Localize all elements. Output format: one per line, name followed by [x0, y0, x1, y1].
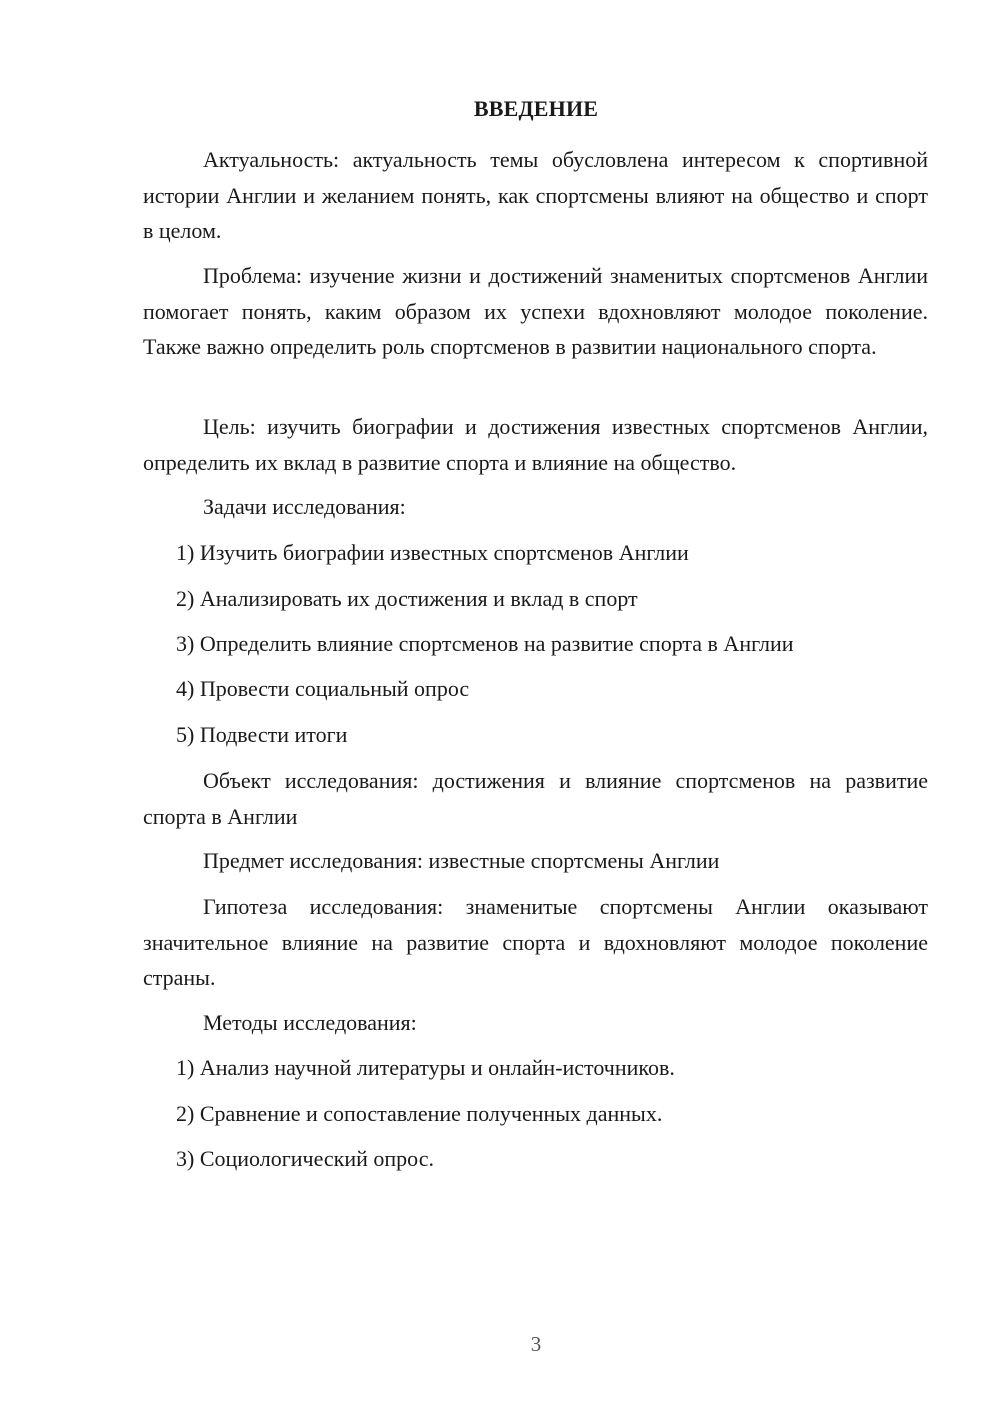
- task-item: 2) Анализировать их достижения и вклад в спорт: [176, 586, 638, 611]
- object-paragraph: Объект исследования: достижения и влияние спортсменов на развитие спорта в Англии: [143, 768, 928, 829]
- subject-paragraph: Предмет исследования: известные спортсмены Англии: [203, 848, 720, 873]
- tasks-heading: Задачи исследования:: [203, 494, 406, 519]
- method-item: 3) Социологический опрос.: [176, 1146, 434, 1171]
- methods-heading: Методы исследования:: [203, 1010, 417, 1035]
- task-item: 1) Изучить биографии известных спортсменов Англии: [176, 540, 689, 565]
- relevance-paragraph: Актуальность: актуальность темы обусловлена интересом к спортивной истории Англии и желанием понять, как спортсмены влияют на общество и спорт в целом.: [143, 147, 928, 243]
- hypothesis-paragraph: Гипотеза исследования: знаменитые спортсмены Англии оказывают значительное влияние на развитие спорта и вдохновляют молодое поколение страны.: [143, 894, 928, 990]
- goal-paragraph: Цель: изучить биографии и достижения известных спортсменов Англии, определить их вклад в развитие спорта и влияние на общество.: [143, 414, 928, 475]
- task-item: 3) Определить влияние спортсменов на развитие спорта в Англии: [176, 631, 794, 656]
- problem-paragraph: Проблема: изучение жизни и достижений знаменитых спортсменов Англии помогает понять, каким образом их успехи вдохновляют молодое поколение. Также важно определить роль спортсменов в развитии национального спорта.: [143, 263, 928, 359]
- task-item: 5) Подвести итоги: [176, 722, 348, 747]
- method-item: 2) Сравнение и сопоставление полученных данных.: [176, 1101, 663, 1126]
- page-title: ВВЕДЕНИЕ: [473, 96, 599, 121]
- method-item: 1) Анализ научной литературы и онлайн-источников.: [176, 1055, 675, 1080]
- page-number: 3: [530, 1332, 542, 1356]
- task-item: 4) Провести социальный опрос: [176, 676, 470, 701]
